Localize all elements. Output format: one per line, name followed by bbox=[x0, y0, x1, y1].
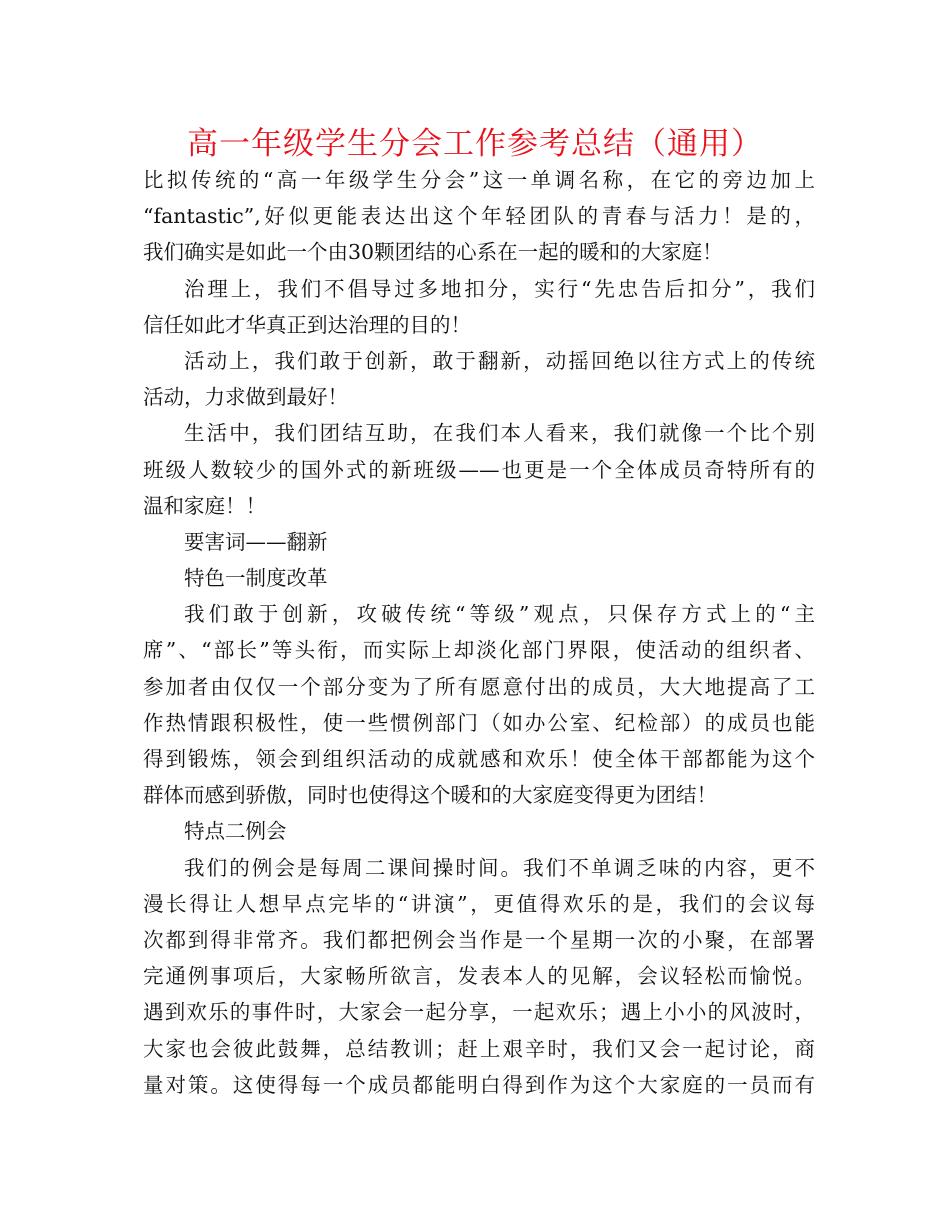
text-line: 班级人数较少的国外式的新班级——也更是一个全体成员奇特所有的 bbox=[143, 457, 815, 482]
text-line: 特色一制度改革 bbox=[184, 566, 328, 591]
text-line: “fantastic”,好似更能表达出这个年轻团队的青春与活力！是的， bbox=[143, 204, 815, 229]
text-line: 大家也会彼此鼓舞，总结教训；赶上艰辛时，我们又会一起讨论，商 bbox=[143, 1036, 815, 1061]
text-line: 我们的例会是每周二课间操时间。我们不单调乏味的内容，更不 bbox=[184, 855, 815, 880]
text-line: 生活中，我们团结互助，在我们本人看来，我们就像一个比个别 bbox=[184, 421, 815, 446]
text-line: 信任如此才华真正到达治理的目的！ bbox=[143, 312, 471, 337]
text-line: 我们敢于创新，攻破传统“等级”观点，只保存方式上的“主 bbox=[184, 602, 815, 627]
text-line: 比拟传统的“高一年级学生分会”这一单调名称，在它的旁边加上 bbox=[143, 168, 815, 192]
text-line: 要害词——翻新 bbox=[184, 529, 328, 554]
text-line: 温和家庭！！ bbox=[143, 493, 266, 518]
text-line: 活动上，我们敢于创新，敢于翻新，动摇回绝以往方式上的传统 bbox=[184, 348, 815, 373]
text-line: 我们确实是如此一个由30颗团结的心系在一起的暖和的大家庭！ bbox=[143, 240, 723, 265]
text-line: 漫长得让人想早点完毕的“讲演”，更值得欢乐的是，我们的会议每 bbox=[143, 891, 815, 916]
text-line: 活动，力求做到最好！ bbox=[143, 385, 348, 410]
text-line: 席”、“部长”等头衔，而实际上却淡化部门界限，使活动的组织者、 bbox=[143, 638, 815, 663]
text-line: 量对策。这使得每一个成员都能明白得到作为这个大家庭的一员而有 bbox=[143, 1072, 815, 1097]
text-line: 特点二例会 bbox=[184, 819, 287, 844]
text-line: 遇到欢乐的事件时，大家会一起分享，一起欢乐；遇上小小的风波时， bbox=[143, 1000, 815, 1025]
document-title: 高一年级学生分会工作参考总结（通用） bbox=[187, 126, 763, 162]
text-line: 次都到得非常齐。我们都把例会当作是一个星期一次的小聚，在部署 bbox=[143, 927, 815, 952]
text-line: 作热情跟积极性，使一些惯例部门（如办公室、纪检部）的成员也能 bbox=[143, 710, 815, 735]
text-line: 参加者由仅仅一个部分变为了所有愿意付出的成员，大大地提高了工 bbox=[143, 674, 815, 699]
text-line: 完通例事项后，大家畅所欲言，发表本人的见解，会议轻松而愉悦。 bbox=[143, 964, 815, 989]
text-line: 得到锻炼，领会到组织活动的成就感和欢乐！使全体干部都能为这个 bbox=[143, 747, 815, 771]
document-body bbox=[143, 162, 815, 1103]
text-line: 治理上，我们不倡导过多地扣分，实行“先忠告后扣分”，我们 bbox=[184, 276, 815, 301]
text-line: 群体而感到骄傲，同时也使得这个暖和的大家庭变得更为团结！ bbox=[143, 783, 717, 808]
